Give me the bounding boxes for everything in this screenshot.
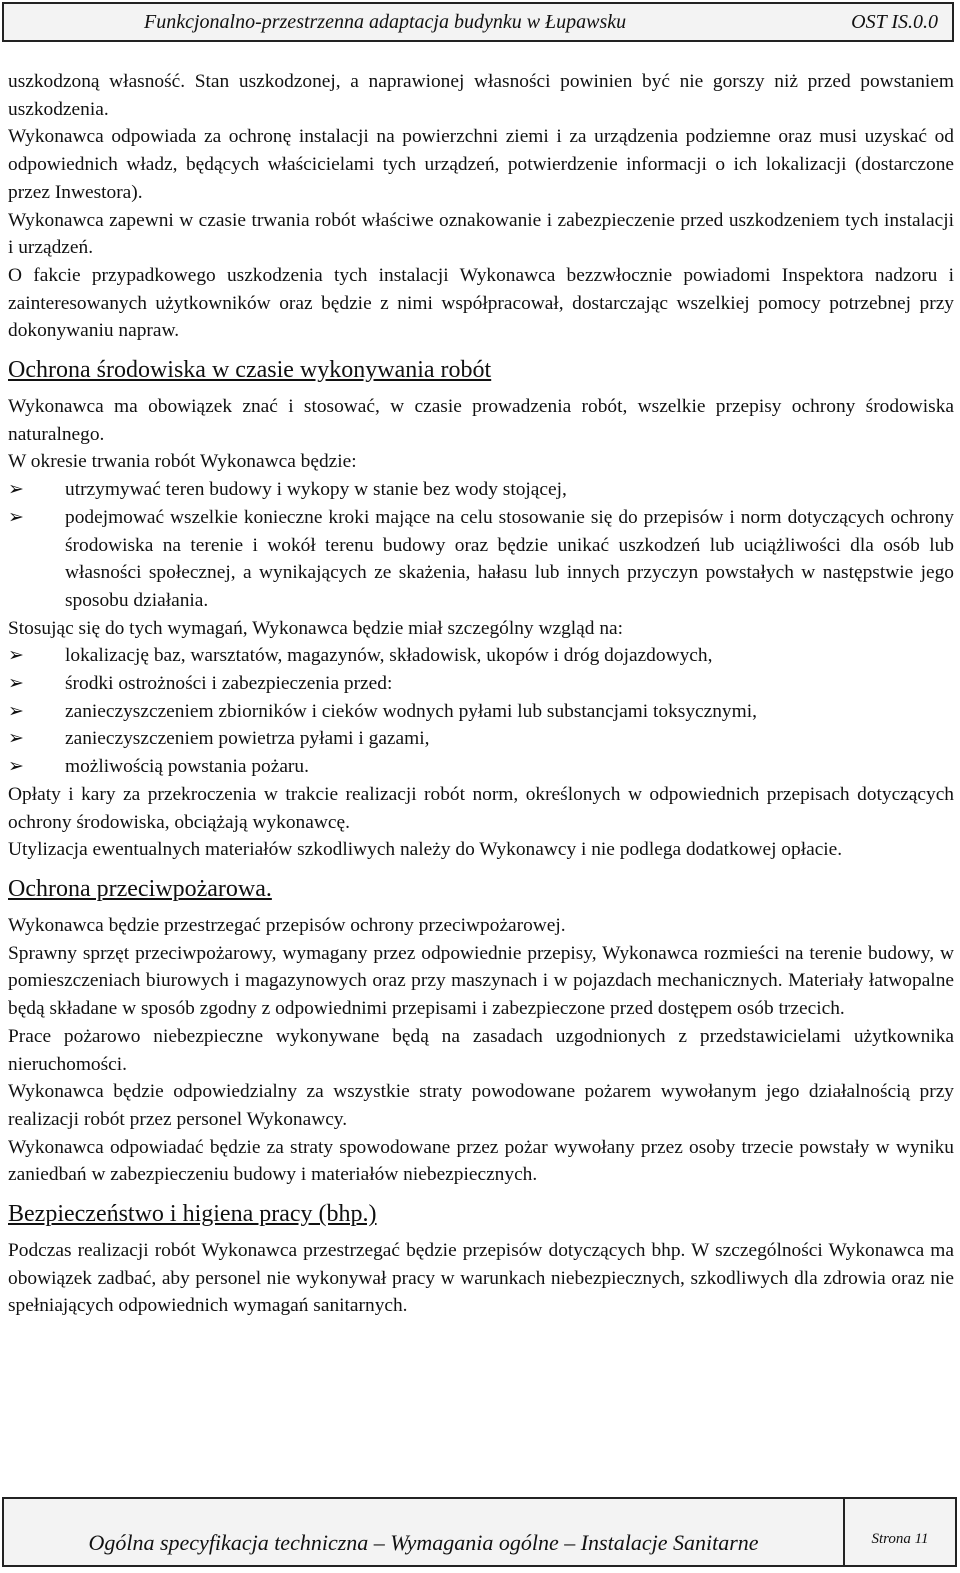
paragraph: O fakcie przypadkowego uszkodzenia tych instalacji Wykonawca bezzwłocznie powiadomi Inspektora nadzoru i zainteresowanych użytkowników oraz będzie z nimi współpracował, dostarczając wszelkiej pomocy potrzebnej przy dokonywaniu napraw.	[8, 264, 954, 342]
section-heading-environment: Ochrona środowiska w czasie wykonywania robót	[8, 357, 492, 384]
paragraph: Prace pożarowo niebezpieczne wykonywane będą na zasadach uzgodnionych z przedstawicielami użytkownika nieruchomości.	[8, 1025, 954, 1075]
arrowhead-bullet-icon: ➢	[8, 728, 24, 750]
page-footer	[2, 1497, 957, 1567]
list-item: ➢ utrzymywać teren budowy i wykopy w stanie bez wody stojącej,	[8, 476, 954, 504]
paragraph: W okresie trwania robót Wykonawca będzie:	[8, 451, 357, 473]
document-body	[8, 68, 954, 1320]
paragraph: Wykonawca ma obowiązek znać i stosować, w czasie prowadzenia robót, wszelkie przepisy ochrony środowiska naturalnego.	[8, 396, 954, 445]
paragraph: uszkodzoną własność. Stan uszkodzonej, a naprawionej własności powinien być nie gorszy niż przed powstaniem uszkodzenia.	[8, 71, 954, 120]
arrowhead-bullet-icon: ➢	[8, 756, 24, 778]
paragraph: Wykonawca odpowiada za ochronę instalacji na powierzchni ziemi i za urządzenia podziemne oraz musi uzyskać od odpowiednich władz, będących właścicielami tych urządzeń, potwierdzenie informacji o ich lokalizacji (dostarczone przez Inwestora).	[8, 126, 954, 203]
paragraph: Wykonawca będzie odpowiedzialny za wszystkie straty powodowane pożarem wywołanym jego działalnością przy realizacji robót przez personel Wykonawcy.	[8, 1081, 954, 1130]
arrowhead-bullet-icon: ➢	[8, 479, 24, 501]
paragraph: Stosując się do tych wymagań, Wykonawca będzie miał szczególny wzgląd na:	[8, 617, 624, 639]
section-heading-fire: Ochrona przeciwpożarowa.	[8, 875, 272, 902]
paragraph: Wykonawca będzie przestrzegać przepisów ochrony przeciwpożarowej.	[8, 914, 566, 936]
list-item: ➢ możliwością powstania pożaru.	[8, 753, 954, 781]
arrowhead-bullet-icon: ➢	[8, 673, 24, 695]
arrowhead-bullet-icon: ➢	[8, 645, 24, 667]
list-item: ➢ środki ostrożności i zabezpieczenia przed:	[8, 670, 954, 698]
paragraph: Opłaty i kary za przekroczenia w trakcie realizacji robót norm, określonych w odpowiednich przepisach dotyczących ochrony środowiska, obciążają wykonawcę.	[8, 783, 954, 833]
page-header	[2, 2, 954, 42]
list-item: ➢ zanieczyszczeniem powietrza pyłami i gazami,	[8, 725, 954, 753]
arrowhead-bullet-icon: ➢	[8, 506, 24, 528]
list-item: ➢ lokalizację baz, warsztatów, magazynów, składowisk, ukopów i dróg dojazdowych,	[8, 642, 954, 670]
header-code: OST IS.0.0	[851, 10, 938, 33]
paragraph: Sprawny sprzęt przeciwpożarowy, wymagany przez odpowiednie przepisy, Wykonawca rozmieści na terenie budowy, w pomieszczeniach biurowych i magazynowych oraz przy maszynach i w pojazdach mechanicznych. Materiały łatwopalne będą składane w sposób zgodny z odpowiednimi przepisami i zabezpieczone przed dostępem osób trzecich.	[8, 942, 954, 1020]
list-item: ➢ zanieczyszczeniem zbiorników i cieków wodnych pyłami lub substancjami toksycznymi,	[8, 698, 954, 726]
list-item: ➢ podejmować wszelkie konieczne kroki mające na celu stosowanie się do przepisów i norm dotyczących ochrony środowiska na terenie i wokół terenu budowy oraz będzie unikać uszkodzeń lub uciążliwości dla osób lub własności społecznej, a wynikających ze skażenia, hałasu lub innych przyczyn powstałych w następstwie jego sposobu działania.	[8, 504, 954, 615]
paragraph: Wykonawca zapewni w czasie trwania robót właściwe oznakowanie i zabezpieczenie przed uszkodzeniem tych instalacji i urządzeń.	[8, 209, 954, 259]
footer-title: Ogólna specyfikacja techniczna – Wymagania ogólne – Instalacje Sanitarne	[4, 1499, 845, 1565]
page-number: Strona 11	[871, 1530, 929, 1547]
paragraph: Podczas realizacji robót Wykonawca przestrzegać będzie przepisów dotyczących bhp. W szczególności Wykonawca ma obowiązek zadbać, aby personel nie wykonywał pracy w warunkach niebezpiecznych, szkodliwych dla zdrowia oraz nie spełniających odpowiednich wymagań sanitarnych.	[8, 1240, 954, 1317]
arrowhead-bullet-icon: ➢	[8, 700, 24, 722]
bullet-list	[8, 476, 954, 615]
header-title: Funkcjonalno-przestrzenna adaptacja budynku w Łupawsku	[144, 10, 627, 33]
paragraph: Utylizacja ewentualnych materiałów szkodliwych należy do Wykonawcy i nie podlega dodatkowej opłacie.	[8, 839, 843, 861]
bullet-list	[8, 642, 954, 781]
section-heading-bhp: Bezpieczeństwo i higiena pracy (bhp.)	[8, 1201, 377, 1228]
paragraph: Wykonawca odpowiadać będzie za straty spowodowane przez pożar wywołany przez osoby trzecie powstały w wyniku zaniedbań w zabezpieczeniu budowy i materiałów niebezpiecznych.	[8, 1136, 954, 1186]
